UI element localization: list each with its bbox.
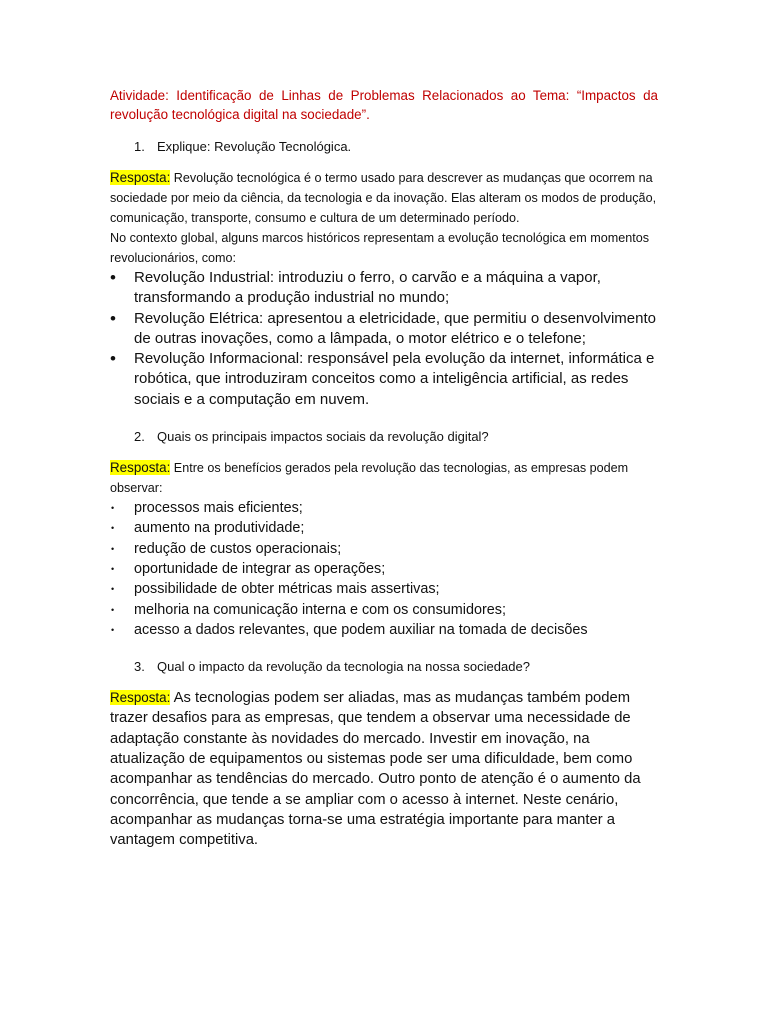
list-item <box>110 539 658 559</box>
bullet-text: oportunidade de integrar as operações; <box>134 560 386 577</box>
bullet-text: apresentou a eletricidade, que permitiu o desenvolvimento de outras inovações, como a lâmpada, o motor elétrico e o telefone; <box>134 309 656 347</box>
answer-label: Resposta: <box>110 170 171 185</box>
bullet-icon: • <box>111 584 115 595</box>
bullet-icon: • <box>111 503 115 514</box>
question-text: Explique: Revolução Tecnológica. <box>157 139 352 154</box>
bullet-text: redução de custos operacionais; <box>134 540 342 557</box>
question-3 <box>110 658 658 676</box>
document-page <box>110 86 658 851</box>
answer-1-context: No contexto global, alguns marcos históricos representam a evolução tecnológica em momentos revolucionários, como: <box>110 231 650 265</box>
bullet-icon: • <box>111 563 115 574</box>
list-item <box>110 498 658 518</box>
answer-2 <box>110 458 658 498</box>
bullet-icon: • <box>111 624 115 635</box>
bullet-icon: • <box>110 268 116 287</box>
question-number: 3. <box>134 659 145 675</box>
list-item <box>110 518 658 538</box>
list-item <box>110 268 658 309</box>
bullet-label: Revolução Informacional: <box>134 350 304 368</box>
list-item <box>110 579 658 599</box>
bullet-icon: • <box>111 523 115 534</box>
answer-1 <box>110 168 658 228</box>
bullet-label: Revolução Industrial: <box>134 269 275 286</box>
bullet-icon: • <box>111 604 115 615</box>
bullet-text: processos mais eficientes; <box>134 500 303 517</box>
question-text: Qual o impacto da revolução da tecnologia na nossa sociedade? <box>157 659 530 675</box>
activity-title <box>110 86 658 124</box>
list-item <box>110 349 658 410</box>
bullet-icon: • <box>110 349 116 369</box>
question-2 <box>110 428 658 446</box>
title-prefix: Atividade: Identificação de Linhas de Problemas Relacionados ao Tema: <box>110 88 570 103</box>
bullet-text: possibilidade de obter métricas mais assertivas; <box>134 581 440 598</box>
question-number: 1. <box>134 139 145 154</box>
list-item <box>110 620 658 640</box>
answer-3 <box>110 688 658 850</box>
bullet-text: acesso a dados relevantes, que podem auxiliar na tomada de decisões <box>134 621 588 638</box>
bullet-text: introduziu o ferro, o carvão e a máquina a vapor, transformando a produção industrial no mundo; <box>134 269 601 307</box>
list-item <box>110 309 658 350</box>
answer-label: Resposta: <box>110 690 171 706</box>
answer-text: Revolução tecnológica é o termo usado para descrever as mudanças que ocorrem na sociedade por meio da ciência, da tecnologia e da inovação. Elas alteram os modos de produção, comunicação, transporte, consumo e cultura de um determinado período. <box>110 171 657 225</box>
question-text: Quais os principais impactos sociais da revolução digital? <box>157 429 489 445</box>
list-item <box>110 600 658 620</box>
benefits-list <box>110 498 658 640</box>
bullet-text: responsável pela evolução da internet, informática e robótica, que introduziram conceitos como a inteligência artificial, as redes sociais e a computação em nuvem. <box>134 350 655 408</box>
list-item <box>110 559 658 579</box>
bullet-icon: • <box>110 308 116 328</box>
bullet-text: aumento na produtividade; <box>134 520 305 537</box>
title-theme: “Impactos da revolução tecnológica digital na sociedade”. <box>110 88 658 122</box>
question-number: 2. <box>134 429 145 445</box>
answer-label: Resposta: <box>110 460 171 476</box>
answer-text: Entre os benefícios gerados pela revolução das tecnologias, as empresas podem observar: <box>110 461 629 496</box>
answer-text: As tecnologias podem ser aliadas, mas as mudanças também podem trazer desafios para as empresas, que tendem a observar uma necessidade de adaptação constante às novidades do mercado. Investir em inovação, na atualização de equipamentos ou sistemas pode ser uma dificuldade, bem como acompanhar as tendências do mercado. Outro ponto de atenção é o aumento da concorrência, que tende a se ampliar com o acesso à internet. Neste cenário, acompanhar as mudanças torna-se uma estratégia importante para manter a vantagem competitiva. <box>110 690 641 849</box>
revolutions-list <box>110 268 658 410</box>
bullet-label: Revolução Elétrica: <box>134 309 264 327</box>
bullet-text: melhoria na comunicação interna e com os consumidores; <box>134 601 506 618</box>
bullet-icon: • <box>111 543 115 554</box>
question-1 <box>110 138 658 156</box>
